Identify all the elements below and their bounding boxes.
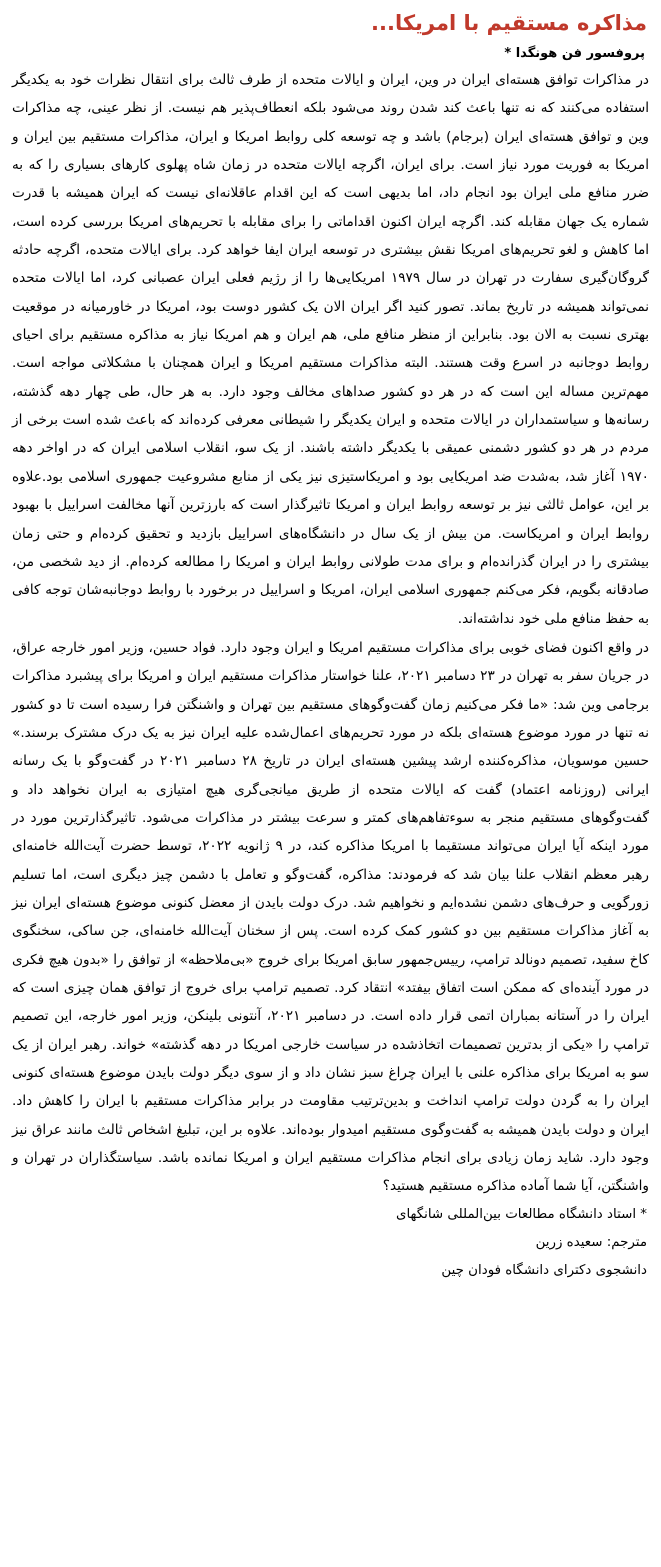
article-title: مذاکره مستقیم با امریکا... (371, 11, 647, 35)
article-paragraph-2: در واقع اکنون فضای خوبی برای مذاکرات مستقیم امریکا و ایران وجود دارد. فواد حسین، وزیر امور خارجه عراق، در جریان سفر به تهران در ۲۳ دسامبر ۲۰۲۱، علنا خواستار مذاکرات مستقیم ایران و امریکا برای پیشبرد مذاکرات برجامی وین شد: «ما فکر می‌کنیم زمان گفت‌وگوهای مستقیم بین تهران و واشنگتن فرا رسیده است تا دو کشور نه تنها در مورد موضوع هسته‌ای بلکه در مورد تحریم‌های اعمال‌شده علیه ایران نیز به یک درک مشترک برسند.» حسین موسویان، مذاکره‌کننده ارشد پیشین هسته‌ای ایران در تاریخ ۲۸ دسامبر ۲۰۲۱ در گفت‌وگو با یک رسانه ایرانی (روزنامه اعتماد) گفت که ایالات متحده از طریق میانجی‌گری هیچ امتیازی به ایران نخواهد داد و گفت‌وگوهای مستقیم منجر به سوءتفاهم‌های کمتر و سرعت بیشتر در مذاکرات می‌شود. تاثیرگذارترین مورد در مورد اینکه آیا ایران می‌تواند مستقیما با امریکا مذاکره کند، در ۹ ژانویه ۲۰۲۲، توسط حضرت آیت‌الله خامنه‌ای رهبر معظم انقلاب علنا بیان شد که فرمودند: مذاکره، گفت‌وگو و تعامل با دشمن چیز دیگری است، اما تسلیم زورگویی و حرف‌های دشمن نشده‌ایم و نخواهیم شد. درک دولت بایدن از معضل کنونی موضوع هسته‌ای ایران نیز به آغاز مذاکرات مستقیم بین دو کشور کمک کرده است. پس از سخنان آیت‌الله خامنه‌ای، جن ساکی، سخنگوی کاخ سفید، تصمیم دونالد ترامپ، رییس‌جمهور سابق امریکا برای خروج «بی‌ملاحظه» از توافق را «بدون هیچ فکری در مورد آینده‌ای که ممکن است اتفاق بیفتد» انتقاد کرد. تصمیم ترامپ برای خروج از توافق همان چیزی است که ایران را در آستانه بمباران اتمی قرار داده است. در دسامبر ۲۰۲۱، آنتونی بلینکن، وزیر امور خارجه، این تصمیم ترامپ را «یکی از بدترین تصمیمات اتخاذشده در سیاست خارجی امریکا در دهه گذشته» خواند. رهبر ایران از یک سو به امریکا برای مذاکره علنی با ایران چراغ سبز نشان داد و از سوی دیگر دولت بایدن موضوع هسته‌ای کنونی ایران را به گردن دولت ترامپ انداخت و بدین‌ترتیب مقاومت در برابر مذاکرات مستقیم با ایران را کاهش داد. ایران و دولت بایدن همیشه به گفت‌وگوی مستقیم امیدوار بوده‌اند. علاوه بر این، تبلیغ اشخاص ثالث مانند عراق نیز وجود دارد. شاید زمان زیادی برای انجام مذاکرات مستقیم ایران و امریکا نمانده باشد. سیاستگذاران در تهران و واشنگتن، آیا شما آماده مذاکره مستقیم هستید؟ (12, 639, 649, 1195)
translator-affiliation: دانشجوی دکترای دانشگاه فودان چین (441, 1262, 647, 1278)
translator-credit: مترجم: سعیده زرین (535, 1234, 647, 1250)
author-footnote: * استاد دانشگاه مطالعات بین‌المللی شانگهای (396, 1206, 647, 1222)
article-author: پروفسور فن هونگدا * (504, 46, 645, 61)
article-paragraph-1: در مذاکرات توافق هسته‌ای ایران در وین، ایران و ایالات متحده از طرف ثالث برای انتقال نظرات خود به یکدیگر استفاده می‌کنند که نه تنها باعث کند شدن روند می‌شود بلکه انعطاف‌پذیر هم نیست. از نظر عینی، چه مذاکرات وین و توافق هسته‌ای ایران (برجام) باشد و چه توسعه کلی روابط امریکا و ایران، مذاکرات مستقیم بین ایران و امریکا به فوریت مورد نیاز است. برای ایران، اگرچه ایالات متحده در زمان شاه پهلوی کارهای بسیاری را که به ضرر منافع ملی ایران بود انجام داد، اما بدیهی است که این اقدام عاقلانه‌ای نیست که ایران همیشه با قدرت شماره یک جهان مقابله کند. اگرچه ایران اکنون اقداماتی را برای مقابله با تحریم‌های امریکا بررسی کرده است، اما کاهش و لغو تحریم‌های امریکا نقش بیشتری در توسعه ایران ایفا خواهد کرد. برای ایالات متحده، اگرچه حادثه گروگان‌گیری سفارت در تهران در سال ۱۹۷۹ امریکایی‌ها را از رژیم فعلی ایران عصبانی کرد، اما ایالات متحده نمی‌تواند همیشه در تاریخ بماند. تصور کنید اگر ایران الان یک کشور دوست بود، امریکا در خاورمیانه در موقعیت بهتری نسبت به الان بود. بنابراین از منظر منافع ملی، هم ایران و هم امریکا نیاز به مذاکره مستقیم برای احیای روابط دوجانبه در اسرع وقت هستند. البته مذاکرات مستقیم امریکا و ایران همچنان با مشکلاتی مواجه است. مهم‌ترین مساله این است که در هر دو کشور صداهای مخالف وجود دارد. به هر حال، طی چهار دهه گذشته، رسانه‌ها و سیاستمداران در ایالات متحده و ایران یکدیگر را شیطانی معرفی کرده‌اند که باعث شده است برخی از مردم در هر دو کشور دشمنی عمیقی با یکدیگر داشته باشند. از یک سو، انقلاب اسلامی ایران که در اواخر دهه ۱۹۷۰ آغاز شد، به‌شدت ضد امریکایی بود و امریکاستیزی نیز یکی از منابع مشروعیت جمهوری اسلامی بود.علاوه بر این، عوامل ثالثی نیز بر توسعه روابط ایران و امریکا تاثیرگذار است که بارزترین آنها مخالفت اسراییل با بهبود روابط ایران و امریکاست. من بیش از یک سال در دانشگاه‌های اسراییل بازدید و تحقیق کرده‌ام و حتی زمان بیشتری را در ایران گذرانده‌ام و برای مدت طولانی روابط ایران و امریکا را مطالعه کرده‌ام. از دید شخصی من، صادقانه بگویم، فکر می‌کنم جمهوری اسلامی ایران، امریکا و اسراییل در برخورد با روابط دوجانبه‌شان توجه کافی به حفظ منافع ملی خود نداشته‌اند. (12, 72, 650, 627)
